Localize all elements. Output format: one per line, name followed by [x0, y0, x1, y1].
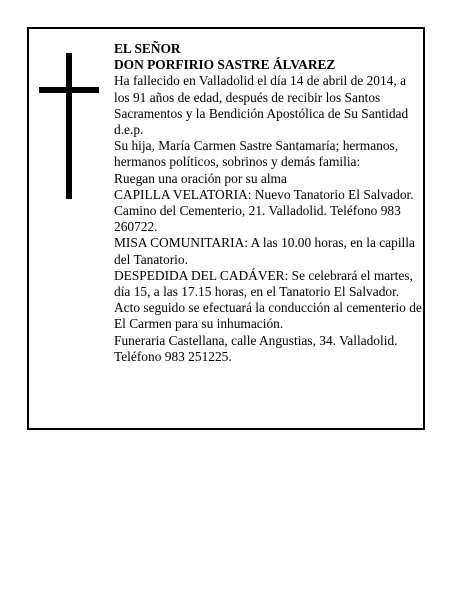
farewell-info: DESPEDIDA DEL CADÁVER: Se celebrará el martes, día 15, a las 17.15 horas, en el Tanatorio El Salvador. Acto seguido se efectuará la conducción al cementerio de El Carmen para su inhumación.: [114, 267, 422, 332]
prayer-request: Ruegan una oración por su alma: [114, 170, 287, 186]
funeral-home-info: Funeraria Castellana, calle Angustias, 34. Valladolid. Teléfono 983 251225.: [114, 332, 398, 364]
deceased-name: DON PORFIRIO SASTRE ÁLVAREZ: [114, 57, 336, 73]
cross-horizontal-bar: [39, 87, 99, 93]
mass-info: MISA COMUNITARIA: A las 10.00 horas, en la capilla del Tanatorio.: [114, 235, 415, 267]
death-announcement: Ha fallecido en Valladolid el día 14 de abril de 2014, a los 91 años de edad, después de recibir los Santos Sacramentos y la Bendición Apostólica de Su Santidad d.e.p.: [114, 73, 409, 138]
cross-icon: [39, 53, 99, 199]
cross-vertical-bar: [66, 53, 72, 199]
heading-title: EL SEÑOR: [114, 41, 181, 56]
obituary-notice: [27, 27, 425, 430]
family-mourners: Su hija, María Carmen Sastre Santamaría; hermanos, hermanos políticos, sobrinos y demás familia:: [114, 138, 399, 170]
chapel-info: CAPILLA VELATORIA: Nuevo Tanatorio El Salvador. Camino del Cementerio, 21. Valladolid. Teléfono 983 260722.: [114, 186, 414, 235]
notice-text: [114, 41, 422, 365]
